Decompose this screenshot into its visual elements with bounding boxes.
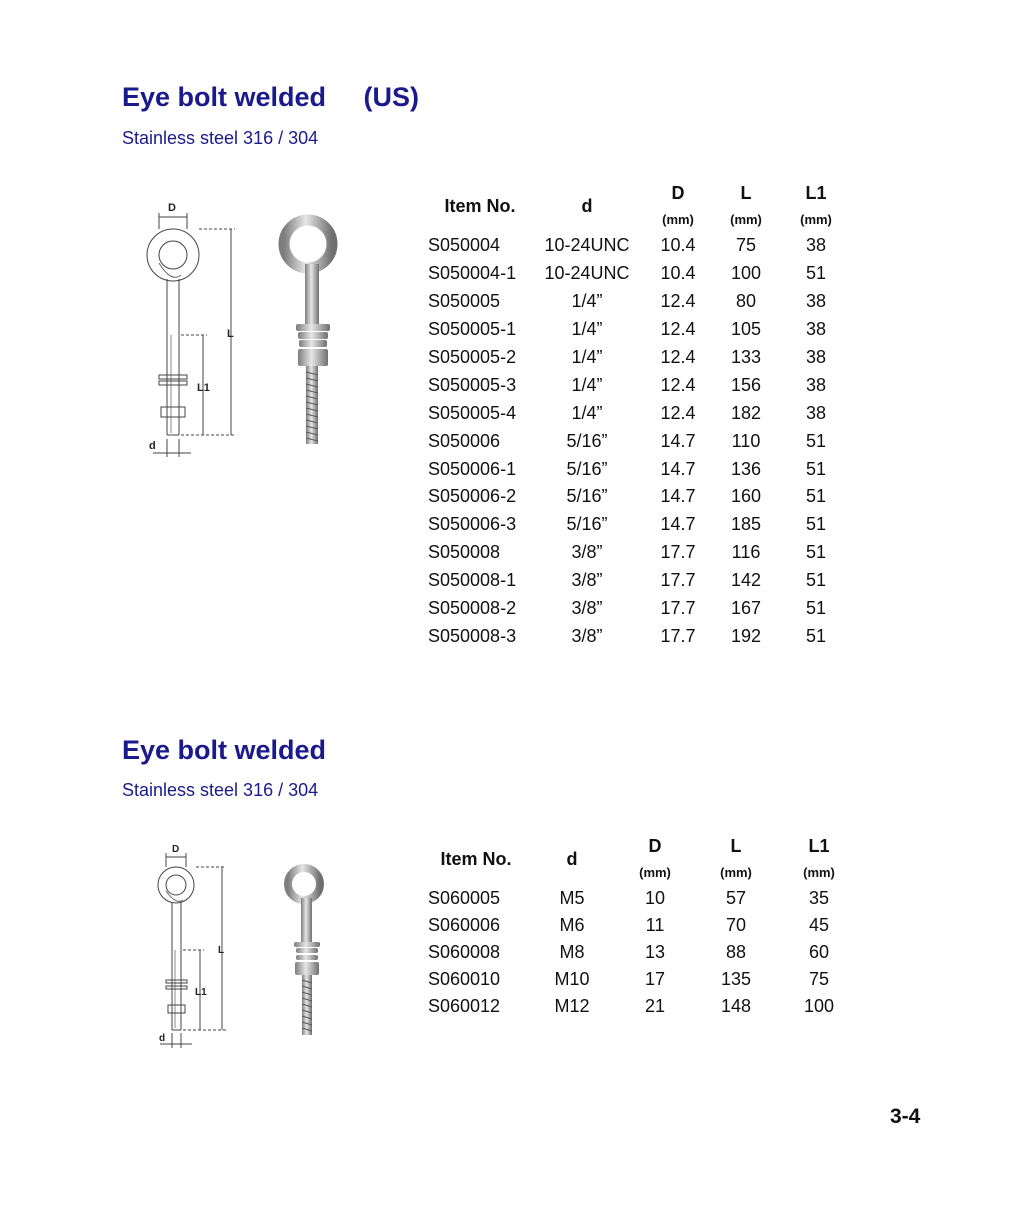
cell-L: 75 <box>735 235 757 256</box>
section1-dimension-drawing <box>135 195 245 460</box>
section2-title: Eye bolt welded <box>122 735 327 765</box>
cell-L1: 38 <box>805 291 827 312</box>
cell-d: 1/4” <box>571 319 603 340</box>
header-item-no: Item No. <box>444 195 516 216</box>
cell-d: 5/16” <box>566 458 608 479</box>
cell-item-no: S060010 <box>428 969 501 989</box>
cell-item-no: S050008-3 <box>428 625 517 646</box>
cell-d: M6 <box>559 915 585 935</box>
diagram-label-D: D <box>168 202 176 214</box>
cell-d: M10 <box>554 969 590 989</box>
header-L-unit: (mm) <box>730 211 762 227</box>
table-row <box>428 885 856 912</box>
cell-d: M8 <box>559 942 585 962</box>
table-row <box>428 595 854 623</box>
cell-L1: 100 <box>803 996 835 1016</box>
cell-d: 10-24UNC <box>544 235 630 256</box>
eye-inner <box>159 241 187 269</box>
eye-outer <box>147 229 199 281</box>
table-row <box>428 939 856 966</box>
cell-L: 156 <box>730 374 762 395</box>
cell-item-no: S050008 <box>428 542 501 563</box>
cell-d: 1/4” <box>571 347 603 367</box>
header-D-unit: (mm) <box>662 211 694 227</box>
cell-L1: 75 <box>808 969 830 989</box>
cell-L: 116 <box>731 542 761 563</box>
cell-L: 142 <box>730 570 762 591</box>
section2-spec-table <box>428 833 856 1020</box>
cell-L: 136 <box>730 458 762 479</box>
cell-L1: 51 <box>805 598 827 619</box>
section2-subtitle: Stainless steel 316 / 304 <box>122 780 319 800</box>
table-row <box>428 455 854 483</box>
cell-d: M5 <box>559 888 585 908</box>
cell-D: 17.7 <box>660 570 696 591</box>
cell-item-no: S050005-2 <box>428 347 517 367</box>
diagram-label-d: d <box>149 440 156 452</box>
table-row <box>428 344 854 372</box>
section1-subtitle: Stainless steel 316 / 304 <box>122 128 319 148</box>
cell-item-no: S050005 <box>428 291 501 312</box>
cell-item-no: S050005-3 <box>428 374 517 395</box>
cell-L1: 38 <box>805 374 827 395</box>
cell-d: 5/16” <box>566 430 608 451</box>
table-row <box>428 622 854 650</box>
table-row <box>428 371 854 399</box>
cell-d: 3/8” <box>571 570 603 591</box>
cell-L: 105 <box>730 319 762 340</box>
cell-item-no: S050005-4 <box>428 402 517 423</box>
header-L: L <box>740 182 752 203</box>
cell-item-no: S050005-1 <box>428 319 517 340</box>
header-d: d <box>581 195 593 216</box>
cell-L1: 38 <box>805 319 827 340</box>
table-row <box>428 993 856 1020</box>
cell-L1: 51 <box>805 458 827 479</box>
cell-D: 13 <box>644 942 666 962</box>
cell-d: 1/4” <box>571 291 603 312</box>
cell-D: 21 <box>644 996 666 1016</box>
cell-L1: 51 <box>805 542 827 563</box>
diagram2-label-D: D <box>172 845 180 855</box>
cell-L: 192 <box>730 625 762 646</box>
cell-L1: 51 <box>805 430 827 451</box>
diagram2-label-L: L <box>218 945 225 956</box>
cell-L1: 51 <box>805 514 827 535</box>
header2-D: D <box>648 835 662 856</box>
cell-item-no: S050004 <box>428 235 501 256</box>
cell-d: 3/8” <box>571 598 603 619</box>
table-row <box>428 399 854 427</box>
cell-L: 110 <box>731 430 761 451</box>
cell-L: 70 <box>725 915 747 935</box>
table-row <box>428 316 854 344</box>
header2-item-no: Item No. <box>440 848 512 869</box>
cell-D: 12.4 <box>660 319 696 340</box>
diagram-label-L: L <box>227 328 234 340</box>
header-L1: L1 <box>805 182 827 203</box>
cell-L1: 38 <box>805 347 827 367</box>
header2-L-unit: (mm) <box>720 864 752 880</box>
cell-D: 12.4 <box>660 402 696 423</box>
cell-d: 10-24UNC <box>544 263 630 284</box>
cell-item-no: S050006-3 <box>428 514 517 535</box>
cell-D: 17 <box>644 969 666 989</box>
cell-item-no: S050006-2 <box>428 486 517 507</box>
cell-D: 14.7 <box>660 430 696 451</box>
cell-L1: 38 <box>805 402 827 423</box>
cell-L: 100 <box>730 263 762 284</box>
table-row <box>428 511 854 539</box>
cell-L1: 45 <box>808 915 830 935</box>
page-number: 3-4 <box>890 1105 921 1128</box>
cell-D: 12.4 <box>660 374 696 395</box>
cell-D: 17.7 <box>660 598 696 619</box>
cell-item-no: S050008-2 <box>428 598 517 619</box>
cell-D: 10.4 <box>660 263 696 284</box>
cell-L: 185 <box>730 514 762 535</box>
cell-d: 3/8” <box>571 625 603 646</box>
cell-L: 135 <box>720 969 752 989</box>
table-row <box>428 966 856 993</box>
cell-L: 133 <box>730 347 762 367</box>
cell-D: 12.4 <box>660 291 696 312</box>
cell-item-no: S060012 <box>428 996 501 1016</box>
table-row <box>428 912 856 939</box>
cell-L1: 51 <box>805 625 827 646</box>
cell-item-no: S060006 <box>428 915 501 935</box>
cell-D: 17.7 <box>660 542 696 563</box>
cell-L1: 60 <box>808 942 830 962</box>
table-row <box>428 427 854 455</box>
cell-L1: 51 <box>805 570 827 591</box>
header2-L1: L1 <box>808 835 830 856</box>
header2-L1-unit: (mm) <box>803 864 835 880</box>
header-L1-unit: (mm) <box>800 211 832 227</box>
cell-L1: 51 <box>805 486 827 507</box>
cell-d: M12 <box>554 996 590 1016</box>
cell-d: 1/4” <box>571 402 603 423</box>
cell-D: 14.7 <box>660 514 696 535</box>
table-row <box>428 288 854 316</box>
cell-item-no: S060008 <box>428 942 501 962</box>
cell-D: 17.7 <box>660 625 696 646</box>
cell-L: 148 <box>720 996 752 1016</box>
cell-L1: 35 <box>808 888 830 908</box>
cell-item-no: S060005 <box>428 888 501 908</box>
cell-D: 14.7 <box>660 486 696 507</box>
header2-D-unit: (mm) <box>639 864 671 880</box>
section2-product-photo <box>280 862 340 1040</box>
diagram2-label-d: d <box>159 1033 166 1044</box>
section1-title: Eye bolt welded (US) <box>122 82 420 112</box>
table-row <box>428 539 854 567</box>
diagram-label-L1: L1 <box>197 382 210 394</box>
cell-d: 1/4” <box>571 374 603 395</box>
cell-L: 88 <box>725 942 747 962</box>
cell-item-no: S050004-1 <box>428 263 517 284</box>
cell-item-no: S050008-1 <box>428 570 517 591</box>
table-row <box>428 483 854 511</box>
cell-d: 5/16” <box>566 486 608 507</box>
cell-L: 182 <box>730 402 762 423</box>
section1-spec-table <box>428 180 854 650</box>
cell-L: 57 <box>725 888 747 908</box>
section2-dimension-drawing <box>148 845 238 1050</box>
cell-d: 5/16” <box>566 514 608 535</box>
diagram2-label-L1: L1 <box>195 987 207 998</box>
table-row <box>428 567 854 595</box>
header-D: D <box>671 182 685 203</box>
cell-L1: 38 <box>805 235 827 256</box>
cell-item-no: S050006-1 <box>428 458 517 479</box>
section1-product-photo <box>278 212 348 452</box>
cell-D: 11 <box>645 915 665 935</box>
cell-item-no: S050006 <box>428 430 501 451</box>
cell-d: 3/8” <box>571 542 603 563</box>
cell-D: 14.7 <box>660 458 696 479</box>
cell-D: 10.4 <box>660 235 696 256</box>
cell-L1: 51 <box>805 263 827 284</box>
cell-L: 160 <box>730 486 762 507</box>
cell-D: 10 <box>644 888 666 908</box>
table-row <box>428 260 854 288</box>
cell-L: 167 <box>730 598 762 619</box>
cell-L: 80 <box>735 291 757 312</box>
cell-D: 12.4 <box>660 347 696 367</box>
table-row <box>428 232 854 260</box>
header2-L: L <box>730 835 742 856</box>
header2-d: d <box>566 848 578 869</box>
